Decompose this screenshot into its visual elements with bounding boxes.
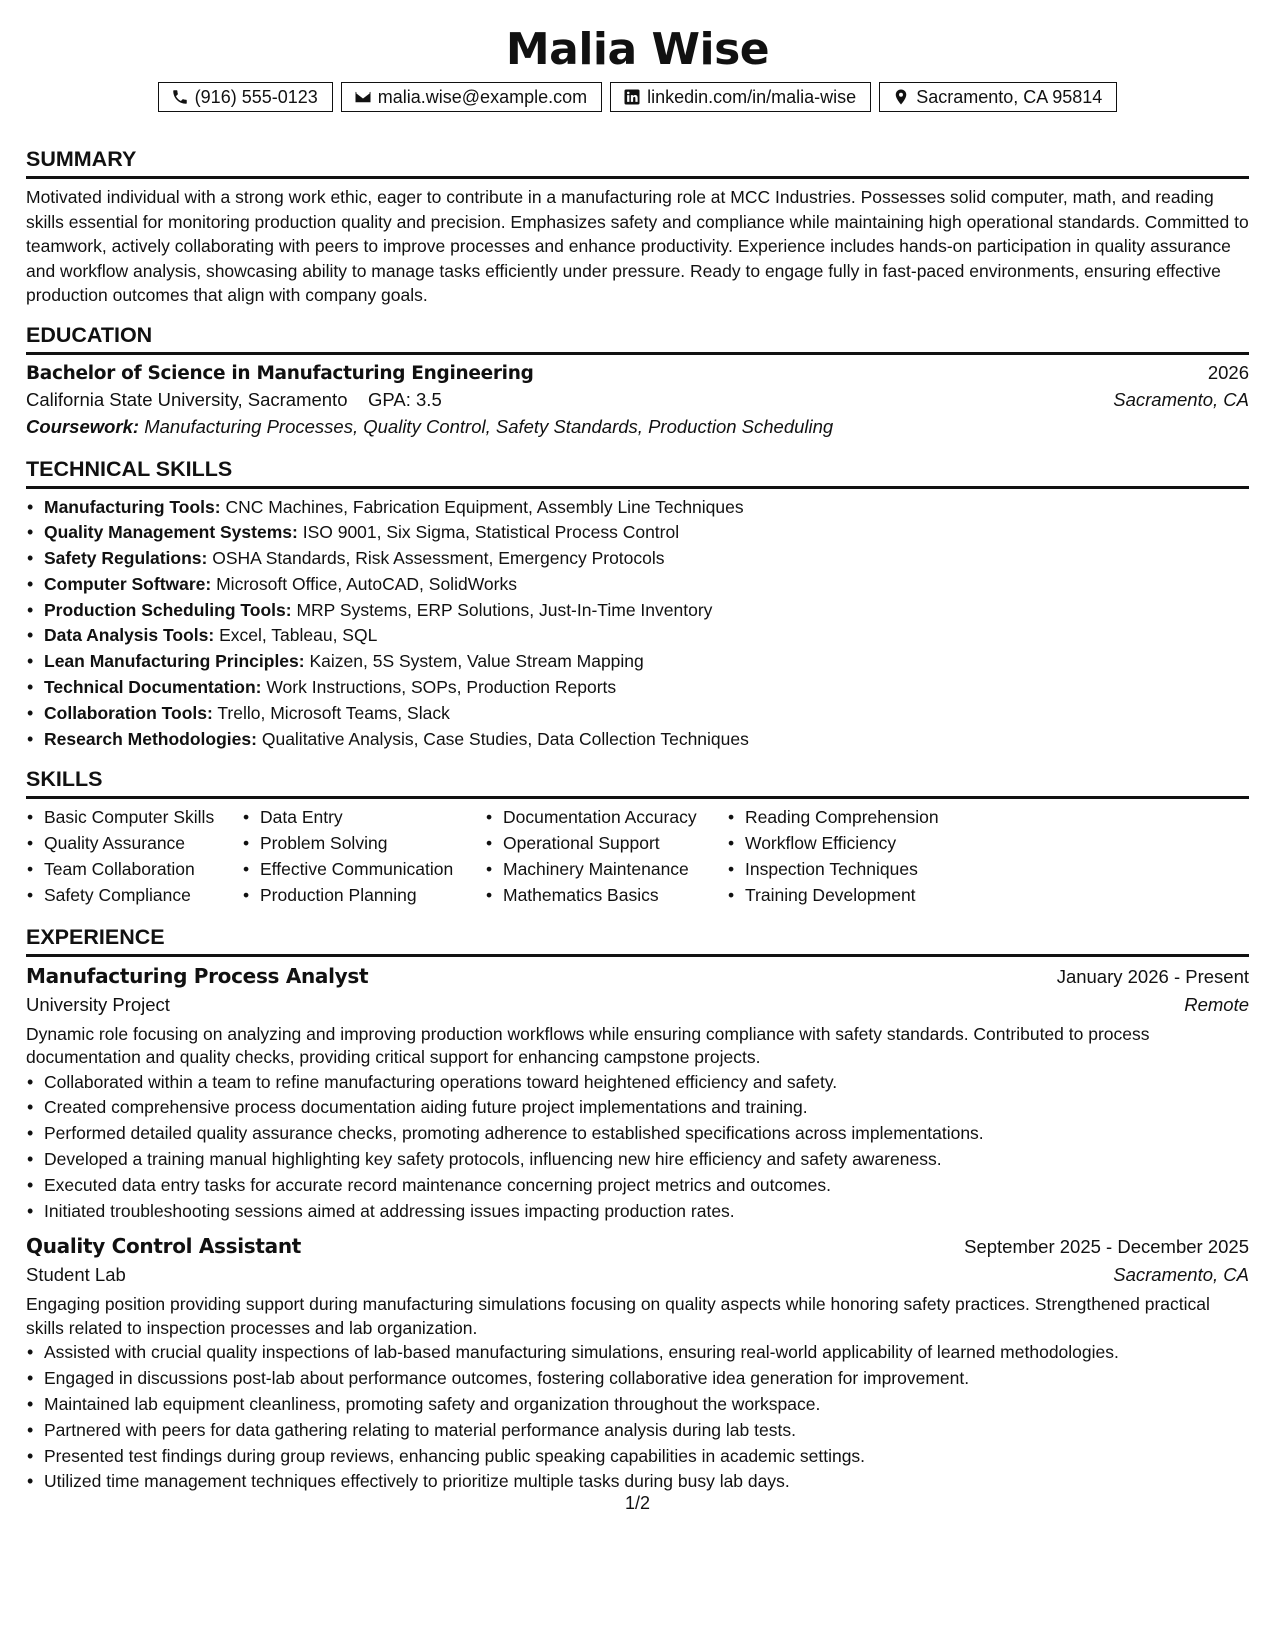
- skills-grid: [26, 805, 1249, 908]
- list-item: • Operational Support: [503, 831, 727, 857]
- skills-heading: SKILLS: [26, 766, 1249, 799]
- list-item: • Initiated troubleshooting sessions aimed at addressing issues impacting production rates.: [44, 1199, 1249, 1225]
- page-number: 1/2: [624, 1493, 651, 1513]
- list-item: • Documentation Accuracy: [503, 805, 727, 831]
- job-bullets: [26, 1340, 1249, 1495]
- list-item: • Workflow Efficiency: [745, 831, 1005, 857]
- job-dates: September 2025 - December 2025: [964, 1236, 1249, 1258]
- list-item: [44, 675, 1249, 701]
- school-location: Sacramento, CA: [1113, 388, 1249, 410]
- job-title-row: [26, 964, 1249, 988]
- skill-value: Kaizen, 5S System, Value Stream Mapping: [309, 651, 644, 672]
- skill-value: Trello, Microsoft Teams, Slack: [217, 702, 450, 723]
- job-title: Manufacturing Process Analyst: [26, 963, 369, 988]
- list-item: • Basic Computer Skills: [44, 805, 242, 831]
- list-item: • Collaborated within a team to refine manufacturing operations toward heightened efficiency and safety.: [44, 1070, 1249, 1096]
- list-item: • Performed detailed quality assurance checks, promoting adherence to established specifications across implementations.: [44, 1121, 1249, 1147]
- job-location: Remote: [1184, 993, 1249, 1015]
- list-item: • Maintained lab equipment cleanliness, promoting safety and organization throughout the workspace.: [44, 1392, 1249, 1418]
- experience-section: [26, 924, 1249, 1496]
- list-item: • Quality Assurance: [44, 831, 242, 857]
- skill-label: Manufacturing Tools:: [44, 496, 221, 517]
- skill-label: Collaboration Tools:: [44, 702, 213, 723]
- contact-linkedin[interactable]: [610, 82, 871, 112]
- education-school-row: [26, 389, 1249, 411]
- list-item: • Mathematics Basics: [503, 883, 727, 909]
- coursework-label: Coursework:: [26, 415, 140, 437]
- job-bullets: [26, 1070, 1249, 1225]
- list-item: [44, 727, 1249, 753]
- job-entry: [26, 1234, 1249, 1495]
- skill-label: Computer Software:: [44, 573, 212, 594]
- graduation-year: 2026: [1207, 361, 1249, 383]
- list-item: • Effective Communication: [260, 857, 485, 883]
- skill-value: MRP Systems, ERP Solutions, Just-In-Time Inventory: [296, 599, 713, 620]
- list-item: • Created comprehensive process documentation aiding future project implementations and training.: [44, 1095, 1249, 1121]
- job-title-row: [26, 1234, 1249, 1258]
- technical-skills-section: [26, 456, 1249, 753]
- contact-email[interactable]: [341, 82, 602, 112]
- skill-label: Safety Regulations:: [44, 548, 208, 569]
- list-item: • Team Collaboration: [44, 857, 242, 883]
- skills-column-3: [485, 805, 727, 908]
- list-item: • Problem Solving: [260, 831, 485, 857]
- skill-value: ISO 9001, Six Sigma, Statistical Process Control: [302, 522, 680, 543]
- phone-icon: [171, 88, 189, 106]
- skills-column-1: [26, 805, 242, 908]
- list-item: • Data Entry: [260, 805, 485, 831]
- list-item: • Partnered with peers for data gathering relating to material performance analysis during lab tests.: [44, 1418, 1249, 1444]
- skill-label: Quality Management Systems:: [44, 522, 298, 543]
- skill-value: CNC Machines, Fabrication Equipment, Assembly Line Techniques: [225, 496, 744, 517]
- list-item: [44, 598, 1249, 624]
- list-item: • Machinery Maintenance: [503, 857, 727, 883]
- skills-column-2: [242, 805, 485, 908]
- list-item: • Safety Compliance: [44, 883, 242, 909]
- list-item: • Engaged in discussions post-lab about performance outcomes, fostering collaborative idea generation for improvement.: [44, 1366, 1249, 1392]
- summary-section: [26, 146, 1249, 308]
- job-location: Sacramento, CA: [1113, 1264, 1249, 1286]
- envelope-icon: [354, 88, 372, 106]
- list-item: • Training Development: [745, 883, 1005, 909]
- list-item: • Inspection Techniques: [745, 857, 1005, 883]
- degree: Bachelor of Science in Manufacturing Engineering: [26, 362, 534, 384]
- job-dates: January 2026 - Present: [1056, 965, 1249, 987]
- skill-label: Research Methodologies:: [44, 728, 257, 749]
- job-organization: Student Lab: [26, 1264, 126, 1286]
- education-heading: EDUCATION: [26, 322, 1249, 355]
- skill-value: Microsoft Office, AutoCAD, SolidWorks: [216, 573, 517, 594]
- list-item: • Presented test findings during group reviews, enhancing public speaking capabilities in academic settings.: [44, 1444, 1249, 1470]
- contact-bar: [26, 82, 1249, 112]
- school-name: California State University, Sacramento: [26, 388, 348, 410]
- job-title: Quality Control Assistant: [26, 1234, 302, 1259]
- technical-skills-list: [26, 495, 1249, 753]
- skill-value: Work Instructions, SOPs, Production Reports: [266, 677, 617, 698]
- job-org-row: [26, 994, 1249, 1016]
- skills-section: [26, 766, 1249, 908]
- list-item: • Production Planning: [260, 883, 485, 909]
- skill-value: OSHA Standards, Risk Assessment, Emergency Protocols: [212, 548, 665, 569]
- gpa: GPA: 3.5: [368, 388, 442, 410]
- summary-heading: SUMMARY: [26, 146, 1249, 179]
- list-item: [44, 623, 1249, 649]
- skill-label: Technical Documentation:: [44, 677, 262, 698]
- skill-value: Excel, Tableau, SQL: [219, 625, 378, 646]
- technical-skills-heading: TECHNICAL SKILLS: [26, 456, 1249, 489]
- job-organization: University Project: [26, 993, 170, 1015]
- list-item: [44, 495, 1249, 521]
- list-item: [44, 546, 1249, 572]
- contact-phone[interactable]: [158, 82, 333, 112]
- list-item: [44, 572, 1249, 598]
- job-description: Dynamic role focusing on analyzing and improving production workflows while ensuring compliance with safety standards. Contributed to process documentation and quality checks, providing critical support for enhancing campstone projects.: [26, 1023, 1150, 1068]
- skill-label: Production Scheduling Tools:: [44, 599, 292, 620]
- list-item: • Reading Comprehension: [745, 805, 1005, 831]
- location-text: Sacramento, CA 95814: [916, 87, 1103, 107]
- list-item: • Executed data entry tasks for accurate record maintenance concerning project metrics and outcomes.: [44, 1173, 1249, 1199]
- list-item: [44, 649, 1249, 675]
- list-item: • Utilized time management techniques effectively to prioritize multiple tasks during busy lab days.: [44, 1469, 1249, 1495]
- skill-label: Data Analysis Tools:: [44, 625, 215, 646]
- linkedin-icon: [623, 88, 641, 106]
- list-item: [44, 520, 1249, 546]
- skills-column-4: [727, 805, 1005, 908]
- list-item: [44, 701, 1249, 727]
- list-item: • Assisted with crucial quality inspections of lab-based manufacturing simulations, ensuring real-world applicability of learned methodologies.: [44, 1340, 1249, 1366]
- experience-heading: EXPERIENCE: [26, 924, 1249, 957]
- contact-location: [879, 82, 1117, 112]
- skill-label: Lean Manufacturing Principles:: [44, 651, 305, 672]
- email-text: malia.wise@example.com: [377, 87, 588, 107]
- job-org-row: [26, 1264, 1249, 1286]
- phone-text: (916) 555-0123: [194, 87, 318, 107]
- list-item: • Developed a training manual highlighting key safety protocols, influencing new hire efficiency and safety awareness.: [44, 1147, 1249, 1173]
- education-section: [26, 322, 1249, 438]
- coursework-list: Manufacturing Processes, Quality Control, Safety Standards, Production Scheduling: [144, 415, 834, 437]
- coursework: [26, 416, 1249, 438]
- summary-text: Motivated individual with a strong work ethic, eager to contribute in a manufacturing role at MCC Industries. Possesses solid computer, math, and reading skills essential for monitoring production quality and precision. Emphasizes safety and compliance while maintaining high operational standards. Committed to teamwork, actively collaborating with peers to improve processes and enhance productivity. Experience includes hands-on participation in quality assurance and workflow analysis, showcasing ability to manage tasks efficiently under pressure. Ready to engage fully in fast-paced environments, ensuring effective production outcomes that align with company goals.: [26, 187, 1249, 305]
- job-description: Engaging position providing support during manufacturing simulations focusing on quality aspects while honoring safety practices. Strengthened practical skills related to inspection processes and lab organization.: [26, 1294, 1210, 1338]
- map-pin-icon: [892, 88, 910, 106]
- linkedin-text: linkedin.com/in/malia-wise: [647, 87, 857, 107]
- resume-page: [26, 0, 1249, 1650]
- candidate-name: Malia Wise: [505, 24, 770, 75]
- job-entry: [26, 964, 1249, 1225]
- skill-value: Qualitative Analysis, Case Studies, Data Collection Techniques: [261, 728, 749, 749]
- education-title-row: [26, 362, 1249, 384]
